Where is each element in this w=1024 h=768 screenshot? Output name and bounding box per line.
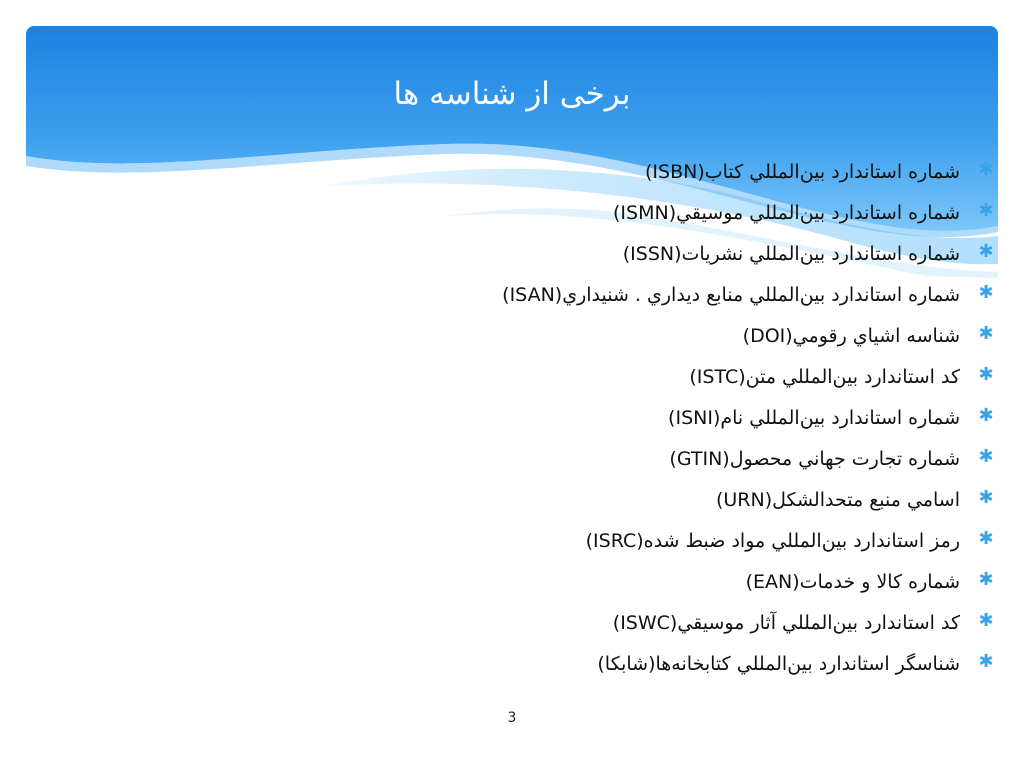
bullet-star-icon: ✱ — [978, 487, 994, 508]
bullet-star-icon: ✱ — [978, 241, 994, 262]
list-item — [200, 356, 994, 397]
list-item — [200, 438, 994, 479]
list-item-label: اسامي منبع متحدالشكل(URN) — [715, 488, 960, 511]
list-item-label: شناسگر استاندارد بين‌المللي كتابخانه‌ها(شابكا) — [597, 652, 960, 675]
bullet-star-icon: ✱ — [978, 569, 994, 590]
list-item-label: شماره كالا و خدمات(EAN) — [745, 570, 960, 593]
bullet-star-icon: ✱ — [978, 282, 994, 303]
list-item — [200, 151, 994, 192]
list-item — [200, 520, 994, 561]
list-item — [200, 643, 994, 684]
page-number: 3 — [507, 710, 517, 726]
identifier-list — [200, 151, 994, 684]
list-item-label: شماره استاندارد بين‌المللي كتاب(ISBN) — [644, 160, 960, 183]
list-item — [200, 397, 994, 438]
list-item — [200, 192, 994, 233]
list-item-label: شماره تجارت جهاني محصول(GTIN) — [669, 447, 960, 470]
list-item-label: شناسه اشياي رقومي(DOI) — [742, 324, 960, 347]
bullet-star-icon: ✱ — [978, 200, 994, 221]
list-item — [200, 561, 994, 602]
list-item — [200, 479, 994, 520]
list-item — [200, 233, 994, 274]
list-item-label: شماره استاندارد بين‌المللي نشريات(ISSN) — [622, 242, 960, 265]
bullet-star-icon: ✱ — [978, 405, 994, 426]
bullet-star-icon: ✱ — [978, 159, 994, 180]
list-item-label: كد استاندارد بين‌المللي آثار موسيقي(ISWC) — [612, 611, 960, 634]
list-item — [200, 602, 994, 643]
bullet-star-icon: ✱ — [978, 446, 994, 467]
list-item-label: شماره استاندارد بين‌المللي منابع ديداري . شنيداري(ISAN) — [502, 283, 960, 306]
bullet-star-icon: ✱ — [978, 651, 994, 672]
list-item — [200, 274, 994, 315]
list-item-label: شماره استاندارد بين‌المللي نام(ISNI) — [668, 406, 960, 429]
slide-title: برخی از شناسه ها — [393, 76, 631, 112]
list-item-label: شماره استاندارد بين‌المللي موسيقي(ISMN) — [612, 201, 960, 224]
bullet-star-icon: ✱ — [978, 323, 994, 344]
list-item-label: كد استاندارد بين‌المللي متن(ISTC) — [689, 365, 960, 388]
bullet-star-icon: ✱ — [978, 364, 994, 385]
list-item — [200, 315, 994, 356]
list-item-label: رمز استاندارد بين‌المللي مواد ضبط شده(ISRC) — [585, 529, 960, 552]
bullet-star-icon: ✱ — [978, 528, 994, 549]
bullet-star-icon: ✱ — [978, 610, 994, 631]
